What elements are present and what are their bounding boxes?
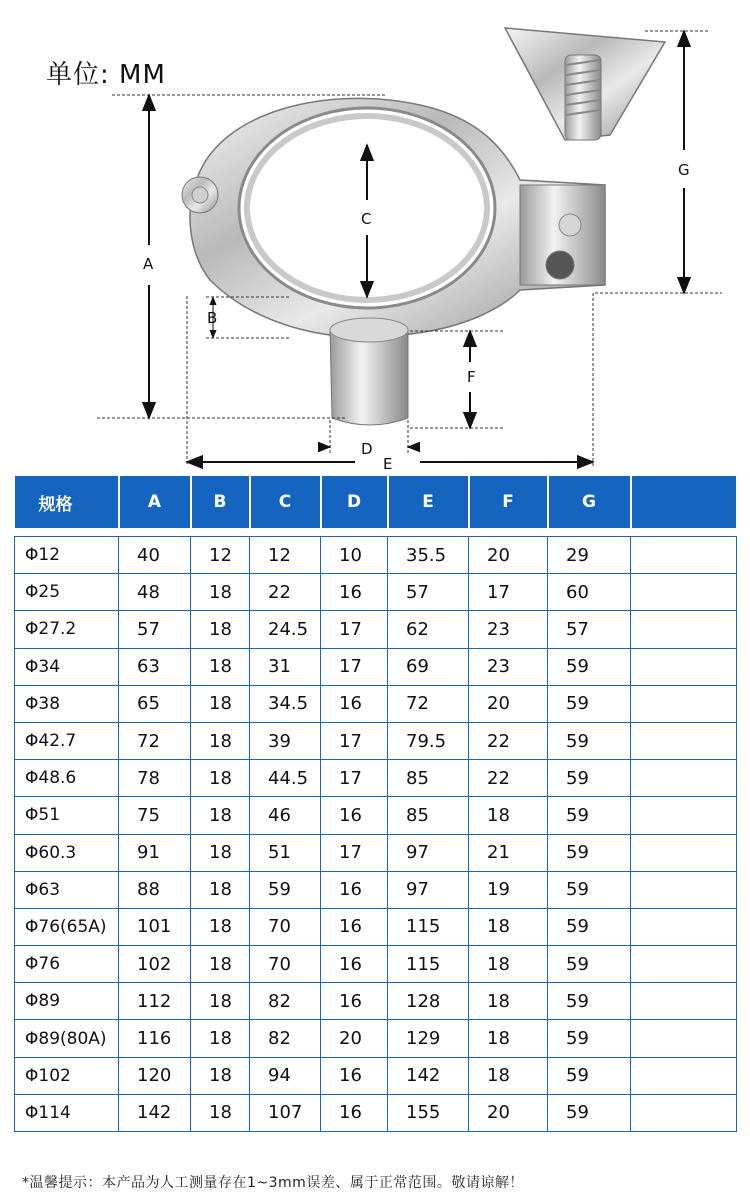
- header-e: E: [388, 476, 469, 528]
- spec-table: [14, 476, 738, 1132]
- value-cell: 69: [388, 648, 469, 685]
- value-cell: [631, 760, 737, 797]
- value-cell: 60: [548, 574, 631, 611]
- value-cell: 16: [321, 574, 388, 611]
- value-cell: 116: [119, 1020, 191, 1057]
- table-row: [15, 1020, 737, 1057]
- value-cell: 17: [469, 574, 548, 611]
- value-cell: 17: [321, 834, 388, 871]
- clamp-diagram: [0, 0, 750, 475]
- spec-cell: Φ27.2: [15, 611, 119, 648]
- value-cell: 59: [548, 1020, 631, 1057]
- spec-cell: Φ12: [15, 537, 119, 574]
- spec-cell: Φ38: [15, 685, 119, 722]
- value-cell: 12: [250, 537, 321, 574]
- value-cell: 48: [119, 574, 191, 611]
- spec-cell: Φ76(65A): [15, 908, 119, 945]
- value-cell: 59: [548, 685, 631, 722]
- value-cell: 31: [250, 648, 321, 685]
- value-cell: 59: [548, 1057, 631, 1094]
- value-cell: 97: [388, 834, 469, 871]
- spec-cell: Φ34: [15, 648, 119, 685]
- spec-cell: Φ114: [15, 1094, 119, 1131]
- value-cell: 17: [321, 760, 388, 797]
- value-cell: 18: [191, 1094, 250, 1131]
- dim-label-g: G: [678, 161, 690, 179]
- value-cell: 16: [321, 983, 388, 1020]
- value-cell: 18: [469, 983, 548, 1020]
- value-cell: 16: [321, 946, 388, 983]
- table-row: [15, 946, 737, 983]
- value-cell: 59: [548, 871, 631, 908]
- value-cell: 21: [469, 834, 548, 871]
- spec-cell: Φ89(80A): [15, 1020, 119, 1057]
- value-cell: 59: [548, 834, 631, 871]
- spec-cell: Φ60.3: [15, 834, 119, 871]
- value-cell: 40: [119, 537, 191, 574]
- header-g: G: [548, 476, 631, 528]
- value-cell: 18: [191, 871, 250, 908]
- header-d: D: [321, 476, 388, 528]
- value-cell: 18: [191, 760, 250, 797]
- dim-label-f: F: [467, 368, 476, 386]
- value-cell: 17: [321, 648, 388, 685]
- value-cell: 39: [250, 722, 321, 759]
- value-cell: 19: [469, 871, 548, 908]
- value-cell: [631, 1057, 737, 1094]
- value-cell: 78: [119, 760, 191, 797]
- value-cell: 23: [469, 611, 548, 648]
- value-cell: 57: [548, 611, 631, 648]
- table-row: [15, 611, 737, 648]
- value-cell: 51: [250, 834, 321, 871]
- value-cell: 18: [191, 1020, 250, 1057]
- spec-cell: Φ42.7: [15, 722, 119, 759]
- table-row: [15, 574, 737, 611]
- table-row: [15, 685, 737, 722]
- spec-cell: Φ63: [15, 871, 119, 908]
- spec-cell: Φ102: [15, 1057, 119, 1094]
- value-cell: 44.5: [250, 760, 321, 797]
- value-cell: [631, 1094, 737, 1131]
- value-cell: 79.5: [388, 722, 469, 759]
- disclaimer-note: *温馨提示：本产品为人工测量存在1~3mm误差、属于正常范围。敬请谅解！: [22, 1175, 524, 1191]
- value-cell: 59: [548, 1094, 631, 1131]
- value-cell: 18: [469, 797, 548, 834]
- value-cell: 101: [119, 908, 191, 945]
- value-cell: 18: [191, 834, 250, 871]
- value-cell: 18: [191, 685, 250, 722]
- value-cell: [631, 685, 737, 722]
- spec-cell: Φ48.6: [15, 760, 119, 797]
- value-cell: [631, 537, 737, 574]
- value-cell: 18: [191, 908, 250, 945]
- dim-label-d: D: [361, 440, 373, 458]
- table-row: [15, 797, 737, 834]
- value-cell: 16: [321, 685, 388, 722]
- value-cell: [631, 722, 737, 759]
- value-cell: 16: [321, 908, 388, 945]
- value-cell: 59: [250, 871, 321, 908]
- header-blank: [631, 476, 737, 528]
- value-cell: 59: [548, 648, 631, 685]
- value-cell: 62: [388, 611, 469, 648]
- value-cell: 142: [388, 1057, 469, 1094]
- value-cell: 22: [469, 722, 548, 759]
- table-row: [15, 834, 737, 871]
- value-cell: 59: [548, 722, 631, 759]
- unit-label: 单位: MM: [46, 60, 166, 90]
- value-cell: 128: [388, 983, 469, 1020]
- value-cell: 85: [388, 760, 469, 797]
- table-row: [15, 648, 737, 685]
- value-cell: 72: [388, 685, 469, 722]
- value-cell: 59: [548, 908, 631, 945]
- spec-cell: Φ25: [15, 574, 119, 611]
- spec-cell: Φ51: [15, 797, 119, 834]
- table-header-row: [15, 476, 737, 528]
- value-cell: 18: [191, 1057, 250, 1094]
- value-cell: 107: [250, 1094, 321, 1131]
- value-cell: [631, 871, 737, 908]
- value-cell: 115: [388, 908, 469, 945]
- value-cell: 18: [191, 611, 250, 648]
- spec-cell: Φ76: [15, 946, 119, 983]
- value-cell: 16: [321, 1057, 388, 1094]
- value-cell: 155: [388, 1094, 469, 1131]
- value-cell: 18: [191, 797, 250, 834]
- value-cell: 59: [548, 946, 631, 983]
- value-cell: [631, 648, 737, 685]
- table-row: [15, 1094, 737, 1131]
- value-cell: 22: [469, 760, 548, 797]
- table-row: [15, 722, 737, 759]
- value-cell: 63: [119, 648, 191, 685]
- value-cell: 18: [191, 946, 250, 983]
- value-cell: 20: [469, 1094, 548, 1131]
- dim-label-b: B: [207, 309, 218, 327]
- value-cell: 18: [469, 1057, 548, 1094]
- value-cell: 70: [250, 946, 321, 983]
- table-row: [15, 537, 737, 574]
- value-cell: 97: [388, 871, 469, 908]
- table-row: [15, 983, 737, 1020]
- value-cell: 18: [191, 983, 250, 1020]
- value-cell: 18: [469, 908, 548, 945]
- spec-cell: Φ89: [15, 983, 119, 1020]
- header-b: B: [191, 476, 250, 528]
- value-cell: 34.5: [250, 685, 321, 722]
- value-cell: 142: [119, 1094, 191, 1131]
- value-cell: 20: [469, 537, 548, 574]
- value-cell: 18: [191, 574, 250, 611]
- dim-label-c: C: [361, 210, 372, 228]
- header-a: A: [119, 476, 191, 528]
- value-cell: 70: [250, 908, 321, 945]
- header-spec: 规格: [15, 476, 119, 528]
- value-cell: 85: [388, 797, 469, 834]
- value-cell: 120: [119, 1057, 191, 1094]
- value-cell: 82: [250, 1020, 321, 1057]
- value-cell: 72: [119, 722, 191, 759]
- table-row: [15, 871, 737, 908]
- value-cell: 16: [321, 871, 388, 908]
- value-cell: [631, 797, 737, 834]
- value-cell: 65: [119, 685, 191, 722]
- value-cell: 35.5: [388, 537, 469, 574]
- value-cell: 29: [548, 537, 631, 574]
- value-cell: 18: [469, 946, 548, 983]
- value-cell: 20: [321, 1020, 388, 1057]
- table-row: [15, 760, 737, 797]
- value-cell: 59: [548, 797, 631, 834]
- value-cell: 10: [321, 537, 388, 574]
- value-cell: [631, 908, 737, 945]
- value-cell: 82: [250, 983, 321, 1020]
- value-cell: 75: [119, 797, 191, 834]
- value-cell: 17: [321, 722, 388, 759]
- value-cell: 57: [388, 574, 469, 611]
- value-cell: 18: [191, 648, 250, 685]
- value-cell: [631, 834, 737, 871]
- value-cell: 88: [119, 871, 191, 908]
- header-c: C: [250, 476, 321, 528]
- table-row: [15, 908, 737, 945]
- value-cell: [631, 611, 737, 648]
- value-cell: [631, 574, 737, 611]
- value-cell: 18: [469, 1020, 548, 1057]
- value-cell: 17: [321, 611, 388, 648]
- value-cell: 57: [119, 611, 191, 648]
- value-cell: 91: [119, 834, 191, 871]
- value-cell: [631, 1020, 737, 1057]
- value-cell: 102: [119, 946, 191, 983]
- value-cell: 129: [388, 1020, 469, 1057]
- value-cell: 115: [388, 946, 469, 983]
- value-cell: 59: [548, 760, 631, 797]
- table-row: [15, 1057, 737, 1094]
- value-cell: 46: [250, 797, 321, 834]
- value-cell: 16: [321, 1094, 388, 1131]
- value-cell: 22: [250, 574, 321, 611]
- value-cell: 24.5: [250, 611, 321, 648]
- value-cell: [631, 983, 737, 1020]
- value-cell: 16: [321, 797, 388, 834]
- value-cell: [631, 946, 737, 983]
- header-f: F: [469, 476, 548, 528]
- dim-label-a: A: [143, 255, 154, 273]
- value-cell: 94: [250, 1057, 321, 1094]
- value-cell: 18: [191, 722, 250, 759]
- value-cell: 20: [469, 685, 548, 722]
- value-cell: 23: [469, 648, 548, 685]
- value-cell: 12: [191, 537, 250, 574]
- dim-label-e: E: [383, 455, 393, 473]
- value-cell: 59: [548, 983, 631, 1020]
- value-cell: 112: [119, 983, 191, 1020]
